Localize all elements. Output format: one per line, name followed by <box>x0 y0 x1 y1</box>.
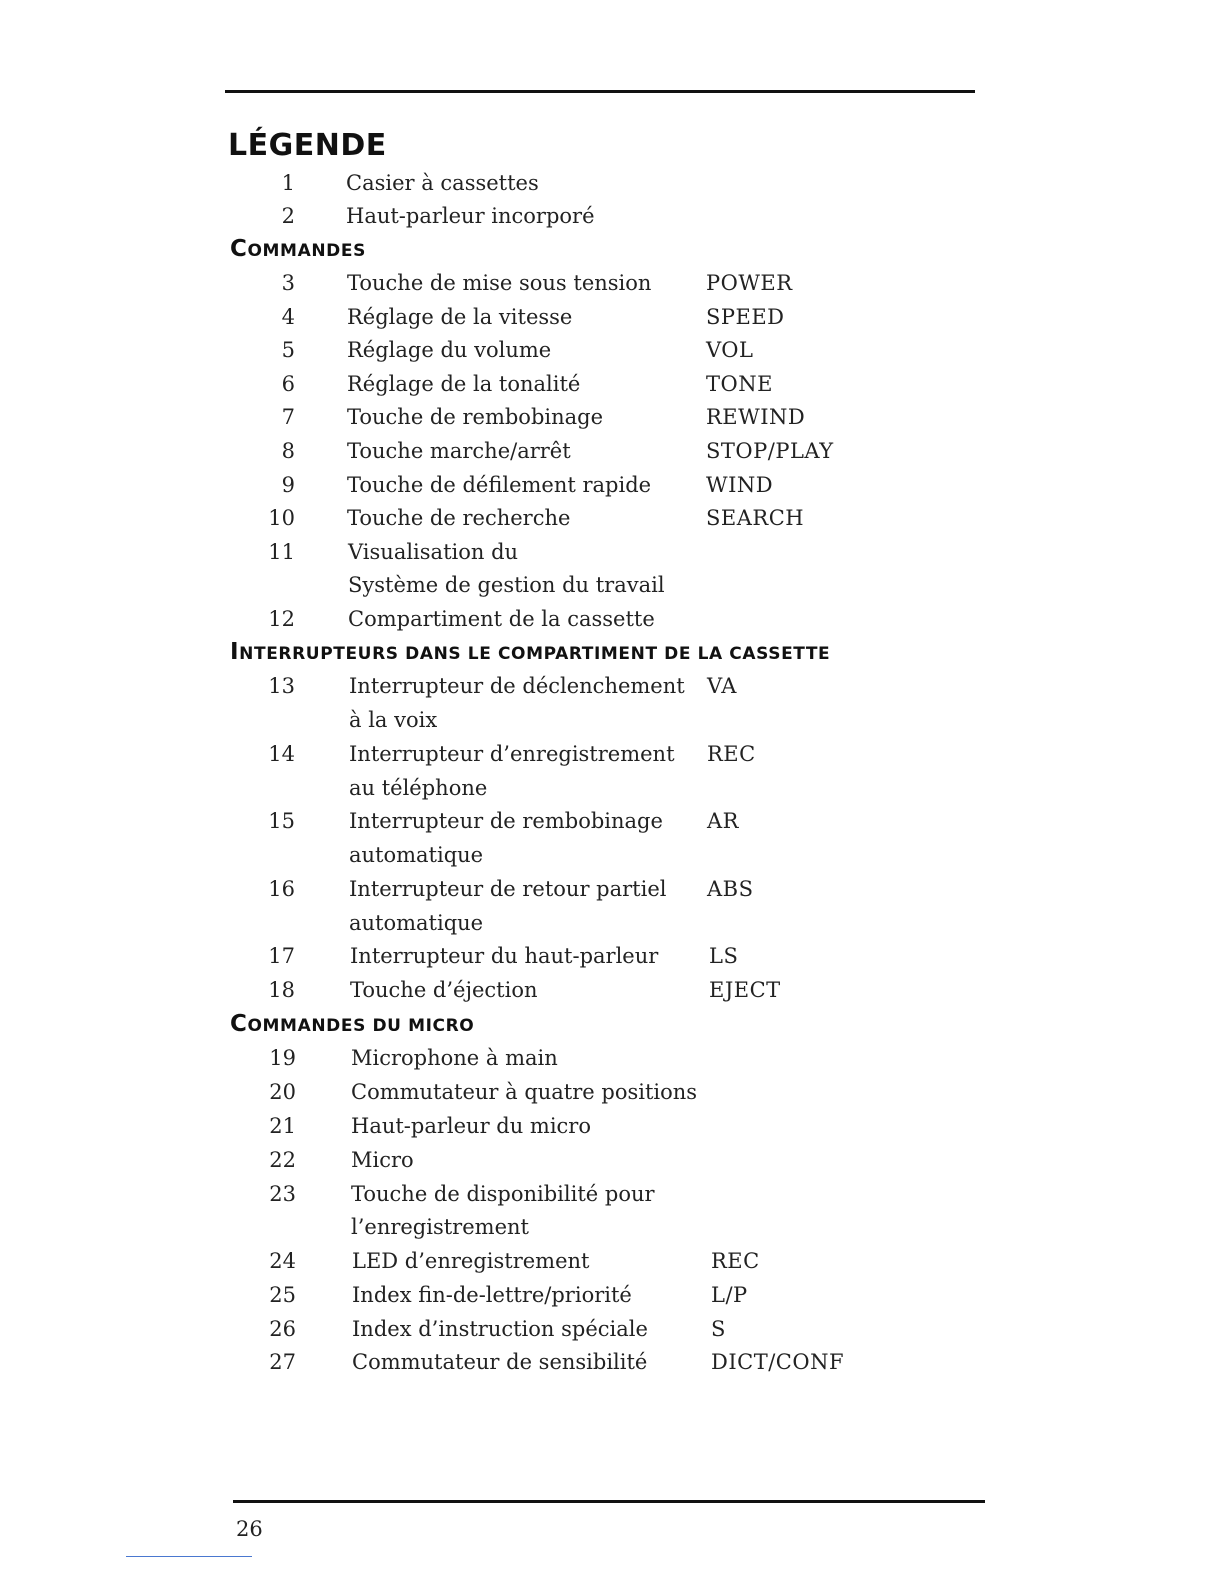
item-code: WIND <box>706 473 774 497</box>
legend-item <box>0 1278 1224 1312</box>
page-title: LÉGENDE <box>228 128 387 163</box>
item-label: Touche d’éjection <box>350 978 538 1002</box>
item-label: Réglage de la vitesse <box>347 305 573 329</box>
item-code: REWIND <box>706 405 806 429</box>
legend-item <box>0 872 1224 906</box>
item-number: 27 <box>269 1350 296 1374</box>
legend-item <box>0 501 1224 535</box>
item-label: Touche de rembobinage <box>347 405 604 429</box>
item-number: 3 <box>281 271 295 295</box>
item-number: 13 <box>268 674 295 698</box>
item-label: Visualisation du <box>348 540 519 564</box>
item-label: Interrupteur de retour partiel <box>349 877 667 901</box>
legend-item <box>0 737 1224 771</box>
legend-item <box>0 1109 1224 1143</box>
item-label: Compartiment de la cassette <box>348 607 655 631</box>
item-number: 22 <box>269 1148 296 1172</box>
legend-item <box>0 468 1224 502</box>
item-number: 9 <box>281 473 295 497</box>
legend-item <box>0 1075 1224 1109</box>
item-label-line2: à la voix <box>349 708 438 732</box>
legend-item <box>0 535 1224 569</box>
legend-item <box>0 1312 1224 1346</box>
legend-item <box>0 333 1224 367</box>
legend-item <box>0 602 1224 636</box>
item-number: 6 <box>281 372 295 396</box>
item-label: Touche de mise sous tension <box>347 271 652 295</box>
legend-item <box>0 1345 1224 1379</box>
item-label: Réglage de la tonalité <box>347 372 581 396</box>
legend-item <box>0 1177 1224 1211</box>
legend-item <box>0 266 1224 300</box>
item-code: S <box>711 1317 726 1341</box>
item-code: ABS <box>707 877 754 901</box>
item-code: SPEED <box>706 305 785 329</box>
item-label: Haut-parleur incorporé <box>346 204 595 228</box>
item-code: POWER <box>706 271 793 295</box>
item-code: LS <box>709 944 739 968</box>
item-label: Touche de recherche <box>347 506 571 530</box>
item-label: Interrupteur d’enregistrement <box>349 742 675 766</box>
legend-item <box>0 973 1224 1007</box>
item-code: DICT/CONF <box>711 1350 845 1374</box>
legend-item <box>0 804 1224 838</box>
item-code: VOL <box>706 338 754 362</box>
item-number: 15 <box>268 809 295 833</box>
legend-item-continuation <box>0 906 1224 940</box>
item-number: 1 <box>281 171 295 195</box>
item-label: Casier à cassettes <box>346 171 539 195</box>
legend-item <box>0 199 1224 233</box>
item-number: 21 <box>269 1114 296 1138</box>
item-label-line2: l’enregistrement <box>351 1215 529 1239</box>
item-label: Touche de défilement rapide <box>347 473 652 497</box>
item-code: STOP/PLAY <box>706 439 834 463</box>
item-number: 25 <box>269 1283 296 1307</box>
item-number: 11 <box>268 540 295 564</box>
item-number: 18 <box>268 978 295 1002</box>
item-label: Commutateur à quatre positions <box>351 1080 698 1104</box>
section-heading-interrupteurs: INTERRUPTEURS DANS LE COMPARTIMENT DE LA CASSETTE <box>230 639 831 665</box>
item-label: Index d’instruction spéciale <box>352 1317 648 1341</box>
top-rule <box>225 90 975 93</box>
item-code: VA <box>707 674 737 698</box>
item-label: Touche marche/arrêt <box>347 439 571 463</box>
item-number: 12 <box>268 607 295 631</box>
legend-item <box>0 1244 1224 1278</box>
item-label: LED d’enregistrement <box>352 1249 590 1273</box>
legend-item-continuation <box>0 771 1224 805</box>
item-label: Interrupteur du haut-parleur <box>350 944 659 968</box>
legend-item-continuation <box>0 568 1224 602</box>
page-number: 26 <box>236 1517 263 1541</box>
item-number: 8 <box>281 439 295 463</box>
item-label-line2: au téléphone <box>349 776 488 800</box>
legend-item <box>0 939 1224 973</box>
legend-item <box>0 434 1224 468</box>
item-number: 4 <box>281 305 295 329</box>
item-label: Commutateur de sensibilité <box>352 1350 648 1374</box>
item-number: 26 <box>269 1317 296 1341</box>
legend-item <box>0 300 1224 334</box>
item-label-line2: automatique <box>349 911 484 935</box>
item-code: EJECT <box>709 978 781 1002</box>
item-number: 2 <box>281 204 295 228</box>
legend-item-continuation <box>0 838 1224 872</box>
section-heading-commandes: COMMANDES <box>230 236 366 262</box>
legend-item <box>0 669 1224 703</box>
legend-item <box>0 367 1224 401</box>
item-label-line2: Système de gestion du travail <box>348 573 665 597</box>
item-label: Interrupteur de rembobinage <box>349 809 663 833</box>
item-code: AR <box>707 809 739 833</box>
item-label: Index fin-de-lettre/priorité <box>352 1283 632 1307</box>
item-number: 24 <box>269 1249 296 1273</box>
item-label: Microphone à main <box>351 1046 558 1070</box>
item-code: REC <box>711 1249 760 1273</box>
item-number: 14 <box>268 742 295 766</box>
bottom-rule <box>233 1500 985 1503</box>
item-code: L/P <box>711 1283 748 1307</box>
section-heading-micro: COMMANDES DU MICRO <box>230 1011 475 1037</box>
item-number: 20 <box>269 1080 296 1104</box>
legend-item-continuation <box>0 1210 1224 1244</box>
link-underline-decoration <box>126 1556 252 1557</box>
item-number: 5 <box>281 338 295 362</box>
item-number: 7 <box>281 405 295 429</box>
legend-item <box>0 1041 1224 1075</box>
item-label-line2: automatique <box>349 843 484 867</box>
item-label: Touche de disponibilité pour <box>351 1182 655 1206</box>
item-label: Réglage du volume <box>347 338 552 362</box>
item-number: 23 <box>269 1182 296 1206</box>
item-number: 17 <box>268 944 295 968</box>
item-label: Interrupteur de déclenchement <box>349 674 685 698</box>
item-number: 16 <box>268 877 295 901</box>
legend-item-continuation <box>0 703 1224 737</box>
legend-item <box>0 166 1224 200</box>
item-label: Micro <box>351 1148 414 1172</box>
legend-item <box>0 1143 1224 1177</box>
item-number: 19 <box>269 1046 296 1070</box>
item-code: REC <box>707 742 756 766</box>
item-label: Haut-parleur du micro <box>351 1114 591 1138</box>
item-code: TONE <box>706 372 773 396</box>
item-number: 10 <box>268 506 295 530</box>
legend-item <box>0 400 1224 434</box>
item-code: SEARCH <box>706 506 805 530</box>
